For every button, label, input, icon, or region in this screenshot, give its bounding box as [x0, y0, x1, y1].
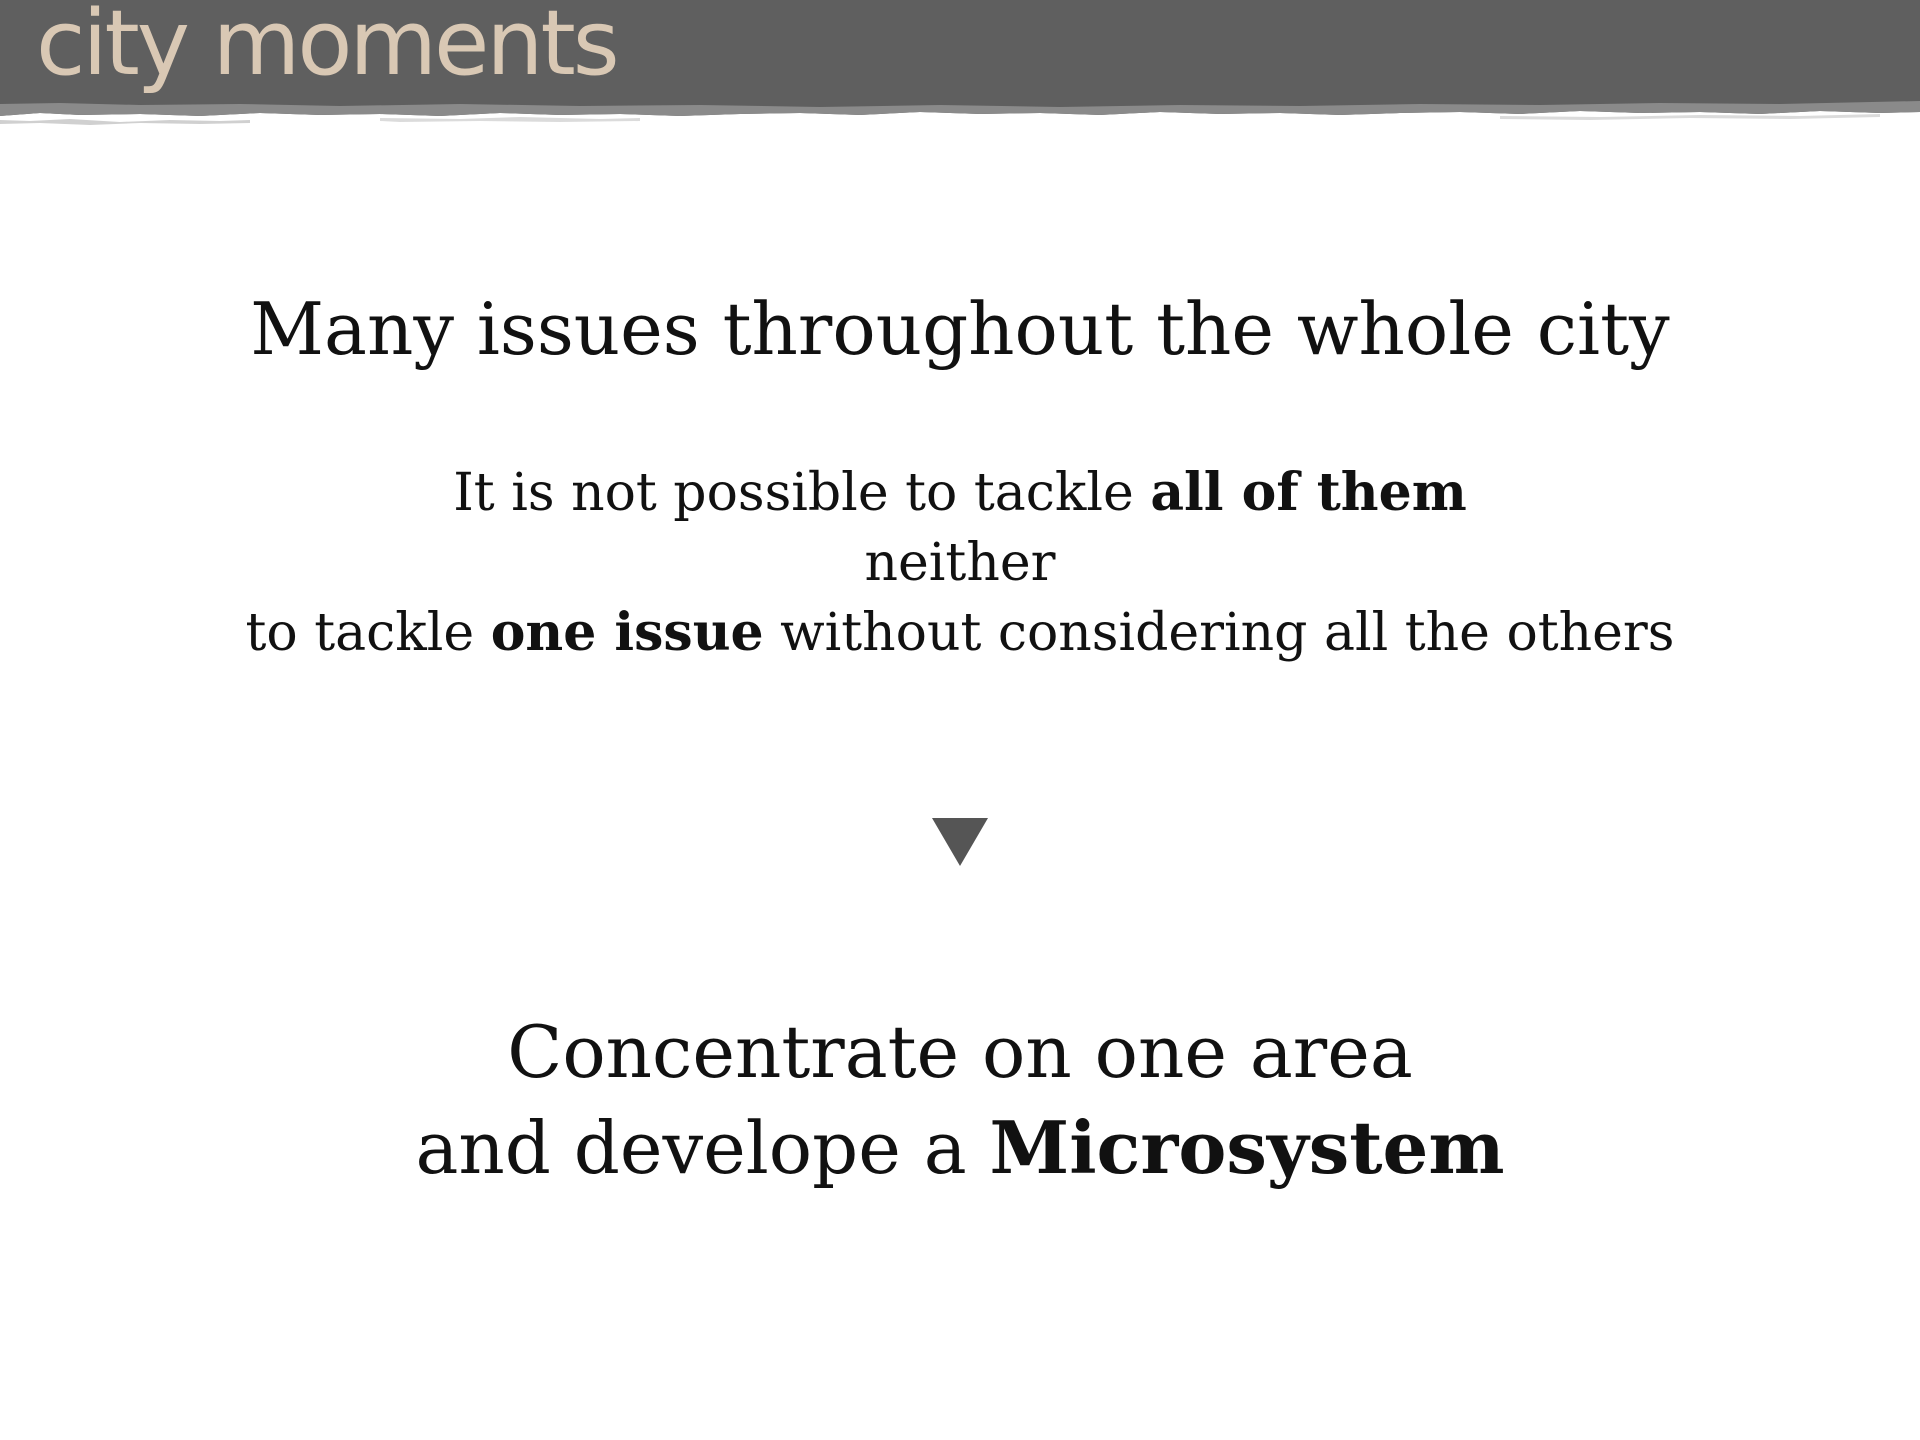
brand-title: city moments: [36, 0, 617, 96]
conclusion-line-2-bold: Microsystem: [989, 1105, 1505, 1190]
statement-line-1-text: It is not possible to tackle: [453, 463, 1151, 523]
statement-line-3-text-end: without considering all the others: [763, 603, 1675, 663]
statement-line-3-bold: one issue: [490, 602, 764, 663]
triangle-down-icon: [932, 818, 988, 866]
header-band: [0, 0, 1920, 130]
statement-line-1: [0, 458, 1920, 528]
conclusion: [0, 1004, 1920, 1196]
statement-line-3-text-start: to tackle: [245, 603, 491, 663]
statement-line-2: neither: [864, 533, 1056, 593]
statement-line-3: [0, 598, 1920, 668]
statement-line-1-bold: all of them: [1150, 462, 1467, 523]
statement: [0, 458, 1920, 668]
conclusion-line-2: [0, 1100, 1920, 1196]
conclusion-line-2-text: and develope a: [415, 1106, 990, 1190]
conclusion-line-1: Concentrate on one area: [507, 1010, 1413, 1094]
headline: Many issues throughout the whole city: [250, 287, 1670, 371]
